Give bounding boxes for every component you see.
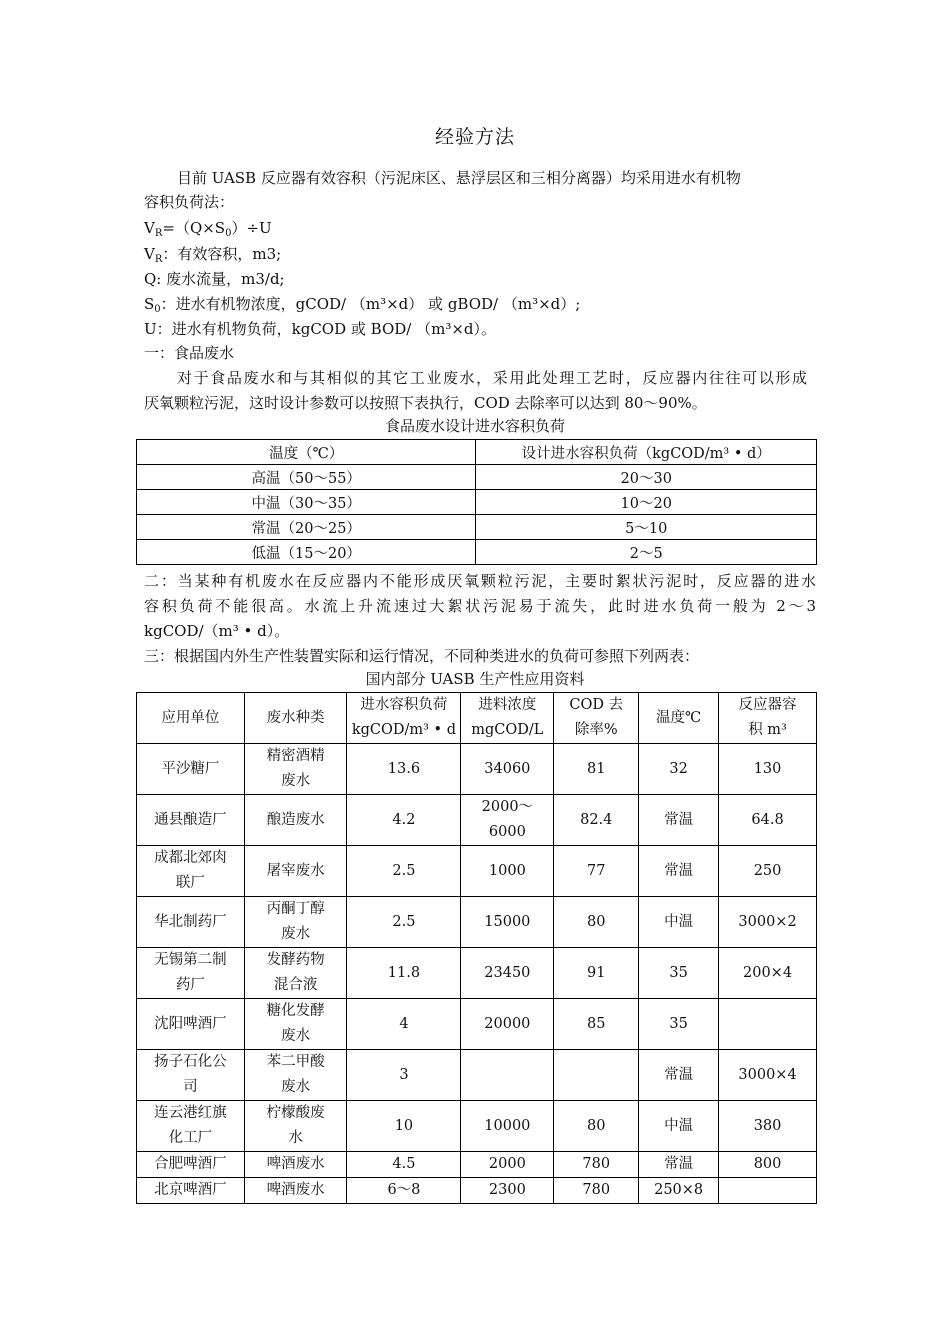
table-cell bbox=[554, 795, 639, 846]
header-cell bbox=[719, 693, 817, 744]
table-cell bbox=[554, 897, 639, 948]
def-q: Q: 废水流量，m3/d; bbox=[144, 270, 285, 288]
table-cell bbox=[347, 1050, 461, 1101]
table-cell-line: 废水 bbox=[281, 773, 311, 789]
table-cell-line: 3000×4 bbox=[738, 1066, 797, 1083]
table-cell bbox=[719, 1101, 817, 1152]
table-cell-line: 6000 bbox=[488, 824, 526, 840]
table-row bbox=[137, 846, 817, 897]
header-cell bbox=[347, 693, 461, 744]
food-wastewater-load-table bbox=[136, 439, 817, 565]
section3-line-1: 三：根据国内外生产性装置实际和运行情况，不同种类进水的负荷可参照下列两表： bbox=[144, 647, 700, 665]
table-cell-line: 85 bbox=[587, 1015, 606, 1032]
table-cell-line: 13.6 bbox=[387, 760, 421, 777]
header-cell-line: 反应器容 bbox=[738, 697, 797, 713]
header-cell-line: 进料浓度 bbox=[478, 697, 537, 713]
table-cell-line: 64.8 bbox=[751, 811, 784, 828]
table-cell-line: 无锡第二制 bbox=[154, 952, 227, 968]
table-cell bbox=[639, 1050, 719, 1101]
table-row bbox=[137, 1152, 817, 1178]
formula-sub-0: 0 bbox=[225, 228, 232, 239]
table-cell bbox=[244, 1101, 347, 1152]
table-cell bbox=[347, 1101, 461, 1152]
table-cell bbox=[347, 948, 461, 999]
table-cell-line: 800 bbox=[753, 1156, 782, 1172]
header-cell: 设计进水容积负荷（kgCOD/m³ • d） bbox=[476, 440, 817, 465]
table-cell: 常温（20～25） bbox=[137, 515, 476, 540]
table-row bbox=[137, 744, 817, 795]
header-cell bbox=[244, 693, 347, 744]
table-cell-line: 10000 bbox=[484, 1117, 531, 1134]
table-cell bbox=[554, 846, 639, 897]
table-cell bbox=[347, 846, 461, 897]
table-cell-line: 10 bbox=[394, 1117, 414, 1134]
table-cell-line: 780 bbox=[582, 1156, 611, 1172]
table-cell bbox=[461, 744, 554, 795]
table-cell bbox=[244, 1050, 347, 1101]
table-cell bbox=[137, 999, 245, 1050]
table-cell bbox=[244, 999, 347, 1050]
table-cell bbox=[461, 1152, 554, 1178]
table-cell-line: 250 bbox=[753, 862, 782, 879]
table-cell-line: 1000 bbox=[488, 862, 526, 879]
table-cell-line: 20000 bbox=[484, 1015, 531, 1032]
table-cell: 20～30 bbox=[476, 465, 817, 490]
table-header-row bbox=[137, 693, 817, 744]
table-cell bbox=[639, 1101, 719, 1152]
table-cell bbox=[461, 846, 554, 897]
table-cell bbox=[639, 846, 719, 897]
header-cell: 温度（℃） bbox=[137, 440, 476, 465]
table-cell bbox=[719, 1050, 817, 1101]
table-cell-line: 35 bbox=[669, 1015, 688, 1032]
table-cell-line: 连云港红旗 bbox=[154, 1105, 227, 1121]
table-cell bbox=[244, 846, 347, 897]
table-cell bbox=[137, 795, 245, 846]
section1-heading: 一：食品废水 bbox=[144, 344, 235, 362]
table-cell bbox=[137, 846, 245, 897]
table-cell-line: 水 bbox=[288, 1130, 303, 1146]
table-cell-line: 司 bbox=[183, 1079, 198, 1095]
table-cell: 10～20 bbox=[476, 490, 817, 515]
def-u: U：进水有机物负荷，kgCOD 或 BOD/ （m³×d）。 bbox=[144, 320, 497, 338]
table-cell bbox=[244, 1178, 347, 1204]
table-cell bbox=[554, 1101, 639, 1152]
table-row bbox=[137, 490, 817, 515]
table-cell-line: 中温 bbox=[664, 1117, 694, 1134]
table-cell bbox=[719, 744, 817, 795]
header-cell-line: 应用单位 bbox=[161, 709, 220, 726]
formula-mid: =（Q×S bbox=[162, 219, 226, 237]
section2-line-3: kgCOD/（m³ • d）。 bbox=[144, 622, 290, 640]
table-cell-line: 屠宰废水 bbox=[266, 862, 325, 879]
table-cell bbox=[639, 897, 719, 948]
table-cell-line: 4.2 bbox=[392, 811, 416, 828]
table-row bbox=[137, 897, 817, 948]
formula-end: ）÷U bbox=[231, 219, 272, 237]
table-cell bbox=[347, 897, 461, 948]
def-vr-text: ：有效容积，m3; bbox=[162, 245, 282, 263]
table-cell-line: 柠檬酸废 bbox=[266, 1105, 325, 1121]
table-cell-line: 废水 bbox=[281, 926, 311, 942]
table-cell bbox=[347, 744, 461, 795]
page-title: 经验方法 bbox=[434, 126, 515, 148]
table-cell bbox=[137, 897, 245, 948]
table-cell-line: 联厂 bbox=[175, 875, 205, 891]
table-cell: 中温（30～35） bbox=[137, 490, 476, 515]
intro-line-1: 目前 UASB 反应器有效容积（污泥床区、悬浮层区和三相分离器）均采用进水有机物 bbox=[177, 169, 741, 187]
table-cell bbox=[461, 1101, 554, 1152]
table-cell-line: 沈阳啤酒厂 bbox=[154, 1015, 227, 1032]
table-cell bbox=[639, 744, 719, 795]
table-cell-line: 中温 bbox=[664, 913, 694, 930]
table-cell bbox=[554, 948, 639, 999]
table-cell-line: 3000×2 bbox=[738, 913, 797, 930]
table-cell-line: 常温 bbox=[664, 862, 694, 879]
table-cell-line: 糖化发酵 bbox=[266, 1003, 325, 1019]
table-cell-line: 32 bbox=[669, 760, 688, 777]
table-cell-line: 91 bbox=[587, 964, 606, 981]
table-cell-line: 啤酒废水 bbox=[266, 1182, 325, 1198]
table-cell bbox=[719, 1152, 817, 1178]
def-vr-sub: R bbox=[154, 254, 163, 265]
table-cell bbox=[244, 795, 347, 846]
table-cell-line: 废水 bbox=[281, 1028, 311, 1044]
table-cell bbox=[461, 1050, 554, 1101]
def-vr bbox=[144, 242, 816, 266]
table-cell bbox=[347, 999, 461, 1050]
header-cell-line: kgCOD/m³ • d bbox=[351, 722, 457, 738]
table-row bbox=[137, 465, 817, 490]
header-cell-line: 废水种类 bbox=[266, 709, 325, 726]
table-cell-line: 合肥啤酒厂 bbox=[154, 1156, 227, 1172]
table-cell-line: 2.5 bbox=[392, 913, 416, 930]
section2-line-2: 容积负荷不能很高。水流上升流速过大絮状污泥易于流失，此时进水负荷一般为 2～3 bbox=[144, 597, 816, 615]
table-cell bbox=[554, 1050, 639, 1101]
table-cell bbox=[461, 1178, 554, 1204]
table-cell bbox=[554, 744, 639, 795]
formula-v: V bbox=[144, 219, 155, 237]
table-row bbox=[137, 515, 817, 540]
table-cell-line: 北京啤酒厂 bbox=[154, 1182, 227, 1198]
table-cell-line: 酿造废水 bbox=[266, 811, 325, 828]
table-row bbox=[137, 1178, 817, 1204]
table-cell-line: 2000 bbox=[488, 1156, 526, 1172]
table-cell-line: 82.4 bbox=[580, 811, 613, 828]
table-cell-line: 77 bbox=[587, 862, 606, 879]
table-cell bbox=[719, 1178, 817, 1204]
table-cell: 5～10 bbox=[476, 515, 817, 540]
table-cell-line: 35 bbox=[669, 964, 688, 981]
table-cell-line: 啤酒废水 bbox=[266, 1156, 325, 1172]
table-cell bbox=[137, 1178, 245, 1204]
table-cell: 低温（15～20） bbox=[137, 540, 476, 565]
header-cell bbox=[461, 693, 554, 744]
table-cell bbox=[244, 744, 347, 795]
table-cell-line: 380 bbox=[753, 1117, 782, 1134]
table-cell bbox=[639, 948, 719, 999]
table-cell bbox=[461, 999, 554, 1050]
def-s-text: ：进水有机物浓度，gCOD/ （m³×d） 或 gBOD/ （m³×d）; bbox=[160, 295, 581, 313]
table-cell: 高温（50～55） bbox=[137, 465, 476, 490]
table-cell-line: 发酵药物 bbox=[266, 952, 325, 968]
table-cell bbox=[137, 744, 245, 795]
table-cell bbox=[347, 795, 461, 846]
uasb-application-table bbox=[136, 692, 817, 1204]
def-s0 bbox=[144, 292, 816, 316]
formula-line bbox=[144, 216, 816, 240]
table-cell bbox=[244, 948, 347, 999]
table-cell bbox=[554, 999, 639, 1050]
header-cell-line: mgCOD/L bbox=[471, 722, 544, 738]
table-cell bbox=[719, 948, 817, 999]
table1-caption: 食品废水设计进水容积负荷 bbox=[384, 417, 565, 435]
table-cell-line: 华北制药厂 bbox=[154, 913, 227, 930]
table-cell-line: 2300 bbox=[488, 1182, 526, 1198]
table-cell-line: 废水 bbox=[281, 1079, 311, 1095]
table-cell-line: 3 bbox=[399, 1066, 409, 1083]
section1-para-line-1: 对于食品废水和与其相似的其它工业废水，采用此处理工艺时，反应器内往往可以形成 bbox=[177, 369, 807, 387]
table-cell-line: 34060 bbox=[484, 760, 531, 777]
table-row bbox=[137, 948, 817, 999]
table-cell bbox=[639, 1178, 719, 1204]
header-cell bbox=[137, 693, 245, 744]
table-cell-line: 混合液 bbox=[273, 977, 318, 993]
table-cell bbox=[347, 1178, 461, 1204]
table-cell bbox=[639, 795, 719, 846]
table-cell bbox=[461, 795, 554, 846]
table-cell bbox=[137, 1152, 245, 1178]
table-cell-line: 丙酮丁醇 bbox=[266, 901, 325, 917]
table-cell-line: 130 bbox=[753, 760, 782, 777]
table-cell-line: 11.8 bbox=[387, 964, 421, 981]
table-cell bbox=[137, 1101, 245, 1152]
table-cell-line: 200×4 bbox=[743, 964, 793, 981]
table-cell bbox=[719, 846, 817, 897]
table-cell-line: 80 bbox=[587, 1117, 606, 1134]
table-cell bbox=[244, 1152, 347, 1178]
table-cell-line: 药厂 bbox=[175, 977, 205, 993]
table-cell-line: 化工厂 bbox=[168, 1130, 213, 1146]
table-cell: 2～5 bbox=[476, 540, 817, 565]
section1-para-line-2: 厌氧颗粒污泥，这时设计参数可以按照下表执行，COD 去除率可以达到 80～90%。 bbox=[144, 394, 707, 412]
table-cell-line: 扬子石化公 bbox=[154, 1054, 227, 1070]
table-cell-line: 精密酒精 bbox=[266, 748, 325, 764]
table-row bbox=[137, 999, 817, 1050]
def-vr-symbol: V bbox=[144, 245, 155, 263]
table-cell bbox=[719, 897, 817, 948]
table-cell-line: 2.5 bbox=[392, 862, 416, 879]
table-cell-line: 通县酿造厂 bbox=[154, 811, 227, 828]
formula-sub-r: R bbox=[154, 228, 163, 239]
table-cell-line: 常温 bbox=[664, 1066, 694, 1083]
header-cell-line: 进水容积负荷 bbox=[360, 697, 448, 713]
table-cell-line: 6～8 bbox=[387, 1182, 421, 1198]
table-cell bbox=[719, 999, 817, 1050]
header-cell-line: COD 去 bbox=[569, 697, 624, 713]
table-cell bbox=[719, 795, 817, 846]
table-row bbox=[137, 540, 817, 565]
table-cell-line: 250×8 bbox=[654, 1182, 704, 1198]
table-cell bbox=[244, 897, 347, 948]
table-cell bbox=[639, 999, 719, 1050]
table-cell-line: 苯二甲酸 bbox=[266, 1054, 325, 1070]
def-s-symbol: S bbox=[144, 295, 155, 313]
section2-line-1: 二：当某种有机废水在反应器内不能形成厌氧颗粒污泥，主要时絮状污泥时，反应器的进水 bbox=[144, 572, 816, 590]
table-cell-line: 2000～ bbox=[481, 799, 534, 815]
header-cell-line: 积 m³ bbox=[748, 722, 787, 738]
table-cell-line: 常温 bbox=[664, 811, 694, 828]
table-cell bbox=[461, 897, 554, 948]
def-s-sub: 0 bbox=[154, 304, 161, 315]
table-cell-line: 80 bbox=[587, 913, 606, 930]
table-cell-line: 4.5 bbox=[392, 1156, 416, 1172]
table-cell bbox=[347, 1152, 461, 1178]
table-cell-line: 81 bbox=[587, 760, 606, 777]
table-cell bbox=[554, 1178, 639, 1204]
table-cell-line: 780 bbox=[582, 1182, 611, 1198]
table-cell bbox=[639, 1152, 719, 1178]
table-row bbox=[137, 1050, 817, 1101]
table-cell-line: 4 bbox=[399, 1015, 409, 1032]
header-cell bbox=[639, 693, 719, 744]
table-cell-line: 15000 bbox=[484, 913, 531, 930]
table-row bbox=[137, 795, 817, 846]
table-cell bbox=[137, 1050, 245, 1101]
table2-caption: 国内部分 UASB 生产性应用资料 bbox=[365, 670, 585, 688]
table-cell bbox=[461, 948, 554, 999]
header-cell-line: 温度℃ bbox=[656, 709, 702, 726]
table-cell bbox=[554, 1152, 639, 1178]
intro-line-2: 容积负荷法： bbox=[144, 193, 235, 211]
table-cell bbox=[137, 948, 245, 999]
header-cell-line: 除率% bbox=[574, 722, 618, 738]
table-cell-line: 成都北郊肉 bbox=[154, 850, 227, 866]
table-cell-line: 平沙糖厂 bbox=[161, 760, 220, 777]
header-cell bbox=[554, 693, 639, 744]
table-cell-line: 23450 bbox=[484, 964, 531, 981]
table-cell-line: 常温 bbox=[664, 1156, 694, 1172]
table-row bbox=[137, 1101, 817, 1152]
table-header-row bbox=[137, 440, 817, 465]
